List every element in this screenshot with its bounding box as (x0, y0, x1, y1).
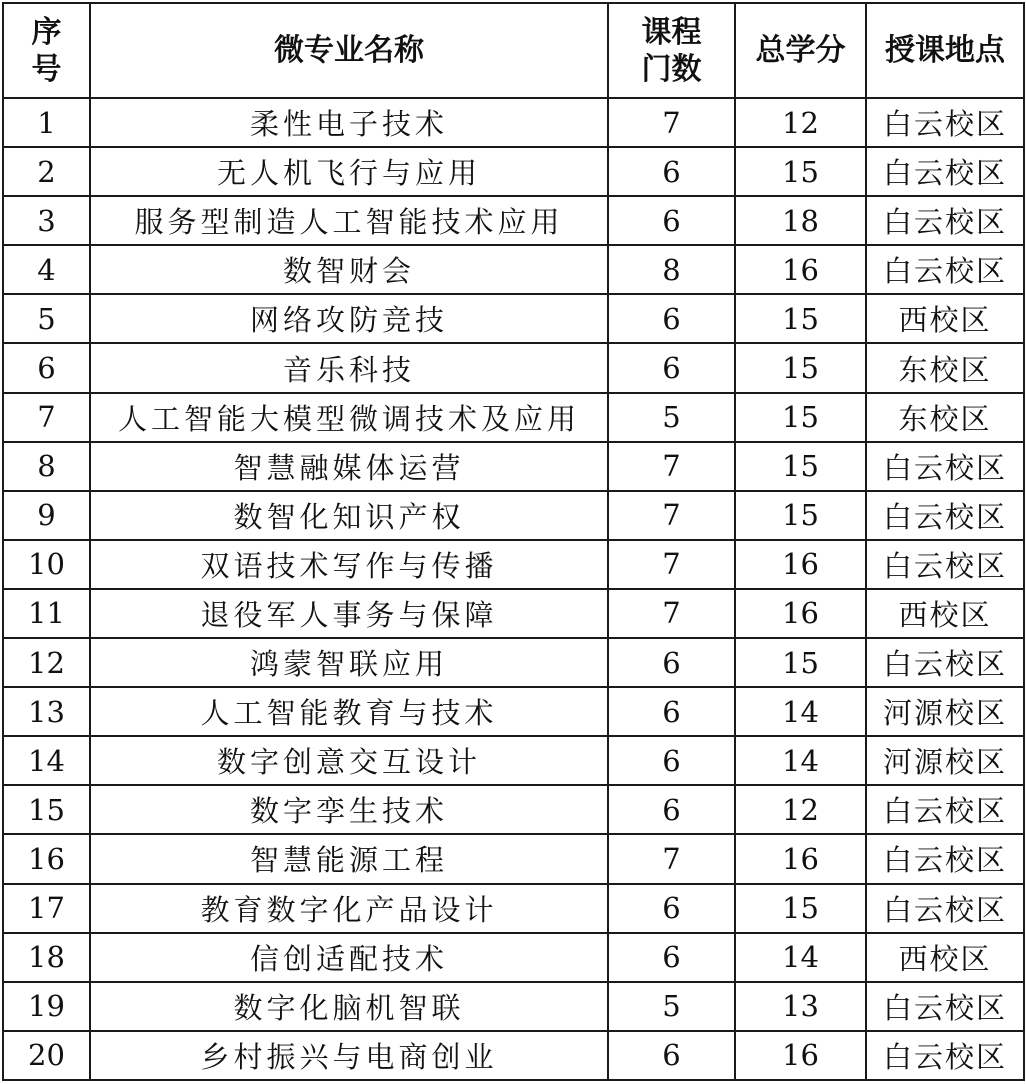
header-location: 授课地点 (866, 3, 1024, 98)
cell-credits: 15 (735, 393, 866, 442)
cell-credits: 12 (735, 98, 866, 147)
cell-index: 10 (3, 540, 90, 589)
cell-credits: 14 (735, 933, 866, 982)
cell-name: 柔性电子技术 (90, 98, 608, 147)
cell-credits: 16 (735, 834, 866, 883)
cell-credits: 18 (735, 196, 866, 245)
cell-location: 白云校区 (866, 785, 1024, 834)
cell-name: 网络攻防竞技 (90, 294, 608, 343)
table-row (3, 196, 1024, 245)
cell-courses: 6 (608, 884, 735, 933)
cell-courses: 6 (608, 736, 735, 785)
header-index (3, 3, 90, 98)
cell-location: 西校区 (866, 294, 1024, 343)
table-header (3, 3, 1024, 98)
cell-courses: 5 (608, 393, 735, 442)
cell-credits: 15 (735, 442, 866, 491)
cell-location: 河源校区 (866, 687, 1024, 736)
header-index-line-1: 序 (31, 14, 62, 50)
cell-name: 无人机飞行与应用 (90, 147, 608, 196)
cell-credits: 14 (735, 687, 866, 736)
cell-courses: 6 (608, 147, 735, 196)
table-body (3, 98, 1024, 1080)
cell-courses: 6 (608, 785, 735, 834)
header-name: 微专业名称 (90, 3, 608, 98)
cell-courses: 6 (608, 687, 735, 736)
table-row (3, 933, 1024, 982)
cell-index: 8 (3, 442, 90, 491)
cell-location: 白云校区 (866, 491, 1024, 540)
table-row (3, 834, 1024, 883)
cell-index: 18 (3, 933, 90, 982)
table-row (3, 884, 1024, 933)
cell-name: 数智财会 (90, 245, 608, 294)
cell-credits: 15 (735, 884, 866, 933)
cell-courses: 7 (608, 98, 735, 147)
table-row (3, 294, 1024, 343)
cell-name: 双语技术写作与传播 (90, 540, 608, 589)
cell-courses: 7 (608, 491, 735, 540)
cell-location: 白云校区 (866, 98, 1024, 147)
cell-location: 河源校区 (866, 736, 1024, 785)
cell-name: 音乐科技 (90, 343, 608, 392)
table-row (3, 687, 1024, 736)
table-row (3, 147, 1024, 196)
cell-name: 人工智能大模型微调技术及应用 (90, 393, 608, 442)
cell-courses: 7 (608, 834, 735, 883)
cell-courses: 6 (608, 196, 735, 245)
table-row (3, 491, 1024, 540)
header-courses-line-1: 课程 (641, 14, 702, 50)
micro-major-table (2, 2, 1025, 1081)
cell-credits: 16 (735, 1031, 866, 1080)
cell-index: 4 (3, 245, 90, 294)
cell-credits: 14 (735, 736, 866, 785)
cell-credits: 12 (735, 785, 866, 834)
cell-credits: 15 (735, 491, 866, 540)
cell-courses: 6 (608, 1031, 735, 1080)
cell-name: 数字创意交互设计 (90, 736, 608, 785)
cell-name: 退役军人事务与保障 (90, 589, 608, 638)
table-row (3, 589, 1024, 638)
cell-credits: 15 (735, 343, 866, 392)
table-row (3, 343, 1024, 392)
cell-location: 白云校区 (866, 638, 1024, 687)
cell-name: 鸿蒙智联应用 (90, 638, 608, 687)
cell-name: 智慧能源工程 (90, 834, 608, 883)
cell-courses: 6 (608, 933, 735, 982)
cell-index: 6 (3, 343, 90, 392)
cell-location: 东校区 (866, 393, 1024, 442)
cell-index: 3 (3, 196, 90, 245)
table-row (3, 98, 1024, 147)
table-row (3, 393, 1024, 442)
cell-index: 20 (3, 1031, 90, 1080)
header-credits: 总学分 (735, 3, 866, 98)
cell-credits: 15 (735, 638, 866, 687)
cell-index: 19 (3, 982, 90, 1031)
cell-location: 白云校区 (866, 196, 1024, 245)
cell-courses: 7 (608, 589, 735, 638)
cell-index: 1 (3, 98, 90, 147)
cell-name: 智慧融媒体运营 (90, 442, 608, 491)
cell-index: 13 (3, 687, 90, 736)
cell-courses: 6 (608, 294, 735, 343)
cell-location: 白云校区 (866, 540, 1024, 589)
cell-location: 白云校区 (866, 834, 1024, 883)
cell-location: 白云校区 (866, 147, 1024, 196)
cell-index: 17 (3, 884, 90, 933)
header-index-line-2: 号 (31, 51, 62, 87)
table-row (3, 638, 1024, 687)
cell-credits: 16 (735, 540, 866, 589)
cell-name: 乡村振兴与电商创业 (90, 1031, 608, 1080)
cell-location: 白云校区 (866, 884, 1024, 933)
cell-index: 12 (3, 638, 90, 687)
cell-location: 东校区 (866, 343, 1024, 392)
cell-location: 白云校区 (866, 1031, 1024, 1080)
cell-location: 白云校区 (866, 442, 1024, 491)
cell-index: 2 (3, 147, 90, 196)
cell-courses: 7 (608, 540, 735, 589)
cell-location: 西校区 (866, 933, 1024, 982)
cell-index: 9 (3, 491, 90, 540)
table-row (3, 1031, 1024, 1080)
table-row (3, 245, 1024, 294)
cell-index: 11 (3, 589, 90, 638)
cell-name: 数字化脑机智联 (90, 982, 608, 1031)
cell-index: 16 (3, 834, 90, 883)
cell-credits: 15 (735, 294, 866, 343)
cell-courses: 8 (608, 245, 735, 294)
cell-courses: 5 (608, 982, 735, 1031)
cell-courses: 7 (608, 442, 735, 491)
header-courses-line-2: 门数 (641, 51, 702, 87)
cell-location: 西校区 (866, 589, 1024, 638)
cell-credits: 16 (735, 245, 866, 294)
cell-name: 教育数字化产品设计 (90, 884, 608, 933)
table-row (3, 736, 1024, 785)
cell-name: 数字孪生技术 (90, 785, 608, 834)
cell-credits: 16 (735, 589, 866, 638)
cell-index: 15 (3, 785, 90, 834)
table-row (3, 982, 1024, 1031)
cell-name: 数智化知识产权 (90, 491, 608, 540)
cell-credits: 15 (735, 147, 866, 196)
table-row (3, 442, 1024, 491)
cell-name: 人工智能教育与技术 (90, 687, 608, 736)
cell-name: 信创适配技术 (90, 933, 608, 982)
table-row (3, 540, 1024, 589)
cell-location: 白云校区 (866, 982, 1024, 1031)
cell-courses: 6 (608, 343, 735, 392)
table-row (3, 785, 1024, 834)
header-row (3, 3, 1024, 98)
cell-name: 服务型制造人工智能技术应用 (90, 196, 608, 245)
cell-index: 7 (3, 393, 90, 442)
cell-index: 5 (3, 294, 90, 343)
header-courses (608, 3, 735, 98)
cell-courses: 6 (608, 638, 735, 687)
cell-location: 白云校区 (866, 245, 1024, 294)
cell-index: 14 (3, 736, 90, 785)
cell-credits: 13 (735, 982, 866, 1031)
